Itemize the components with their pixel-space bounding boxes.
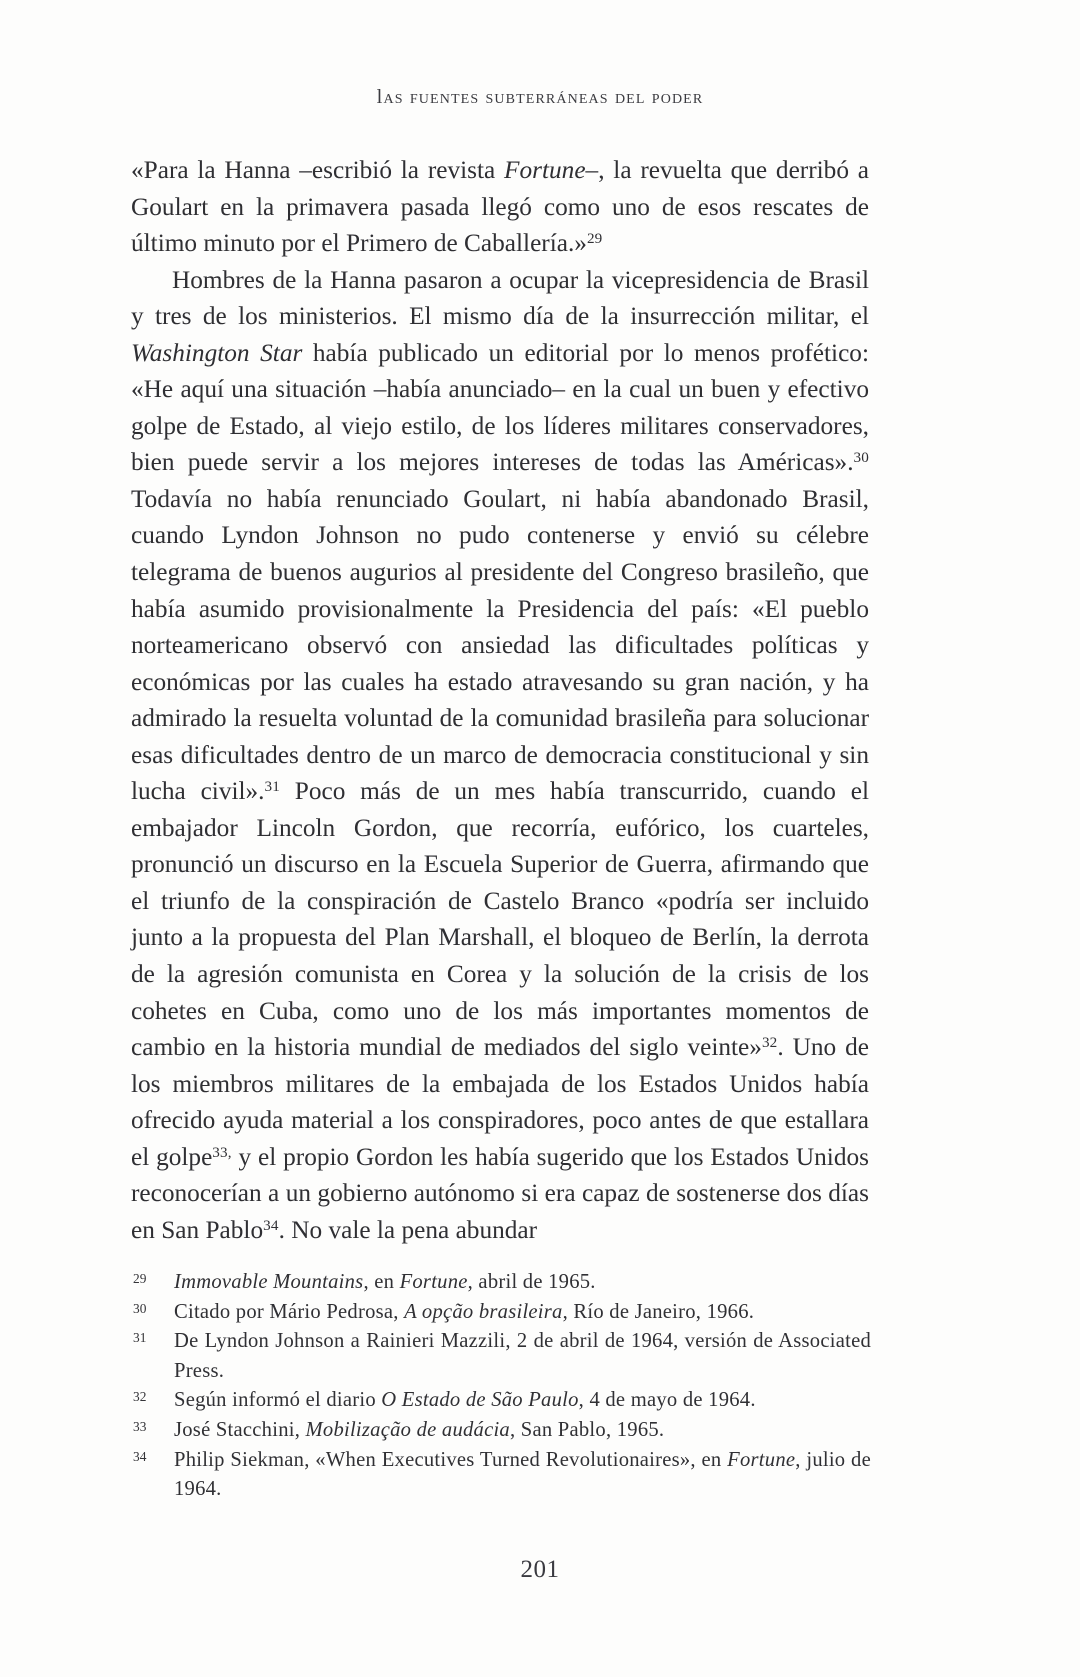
footnote-item [131,1446,871,1505]
footnote-number: 31 [133,1330,147,1346]
footnote-number: 30 [133,1300,147,1316]
paragraph: «Para la Hanna –escribió la revista Fortune–, la revuelta que derribó a Goulart en la primavera pasada llegó como uno de esos rescates de último minuto por el Primero de Caballería.»$^{29}$ [131,156,869,258]
footnote-number: 29 [133,1270,147,1286]
footnote-text: Philip Siekman, «When Executives Turned Revolutionaires», en Fortune, julio de 1964. [174,1448,871,1501]
footnote-item [131,1298,871,1328]
footnote-text: Citado por Mário Pedrosa, A opção brasileira, Río de Janeiro, 1966. [174,1300,755,1323]
footnote-text: Immovable Mountains, en Fortune, abril de 1965. [174,1271,596,1293]
footnote-text: De Lyndon Johnson a Rainieri Mazzili, 2 de abril de 1964, versión de Associated Press. [174,1330,871,1382]
footnote-text: Según informó el diario O Estado de São Paulo, 4 de mayo de 1964. [174,1389,756,1412]
running-header: las fuentes subterráneas del poder [376,86,704,108]
footnote-item [131,1416,871,1446]
footnote-item [131,1386,871,1416]
footnote-item [131,1327,871,1386]
footnote-text: José Stacchini, Mobilização de audácia, San Pablo, 1965. [174,1418,665,1441]
footnote-item [131,1268,871,1298]
footnote-number: 32 [133,1389,147,1405]
paragraph: Hombres de la Hanna pasaron a ocupar la vicepresidencia de Brasil y tres de los ministerios. El mismo día de la insurrección militar, el Washington Star había publicado un editorial por lo menos profético: «He aquí una situación –había anunciado– en la cual un buen y efectivo golpe de Estado, al viejo estilo, de los líderes militares conservadores, bien puede servir a los mejores intereses de todas las Américas».$^{30}$ Todavía no había renunciado Goulart, ni había abandonado Brasil, cuando Lyndon Johnson no pudo contenerse y envió su célebre telegrama de buenos augurios al presidente del Congreso brasileño, que había asumido provisionalmente la Presidencia del país: «El pueblo norteamericano observó con ansiedad las dificultades políticas y económicas por las cuales ha estado atravesando su gran nación, y ha admirado la resuelta voluntad de la comunidad brasileña para solucionar esas dificultades dentro de un marco de democracia constitucional y sin lucha civil».$^{31}$ Poco más de un mes había transcurrido, cuando el embajador Lincoln Gordon, que recorría, eufórico, los cuarteles, pronunció un discurso en la Escuela Superior de Guerra, afirmando que el triunfo de la conspiración de Castelo Branco «podría ser incluido junto a la propuesta del Plan Marshall, el bloqueo de Berlín, la derrota de la agresión comunista en Corea y la solución de la crisis de los cohetes en Cuba, como uno de los más importantes momentos de cambio en la historia mundial de mediados del siglo veinte»$^{32}$. Uno de los miembros militares de la embajada de los Estados Unidos había ofrecido ayuda material a los conspiradores, poco antes de que estallara el golpe$^{33,}$ y el propio Gordon les había sugerido que los Estados Unidos reconocerían a un gobierno autónomo si era capaz de sostenerse dos días en San Pablo$^{34}$. No vale la pena abundar [131,265,869,1244]
footnote-number: 33 [133,1418,147,1434]
body-text-block [131,152,869,1248]
page-number: 201 [520,1556,560,1583]
footnote-block [131,1268,871,1505]
footnote-number: 34 [133,1448,147,1464]
